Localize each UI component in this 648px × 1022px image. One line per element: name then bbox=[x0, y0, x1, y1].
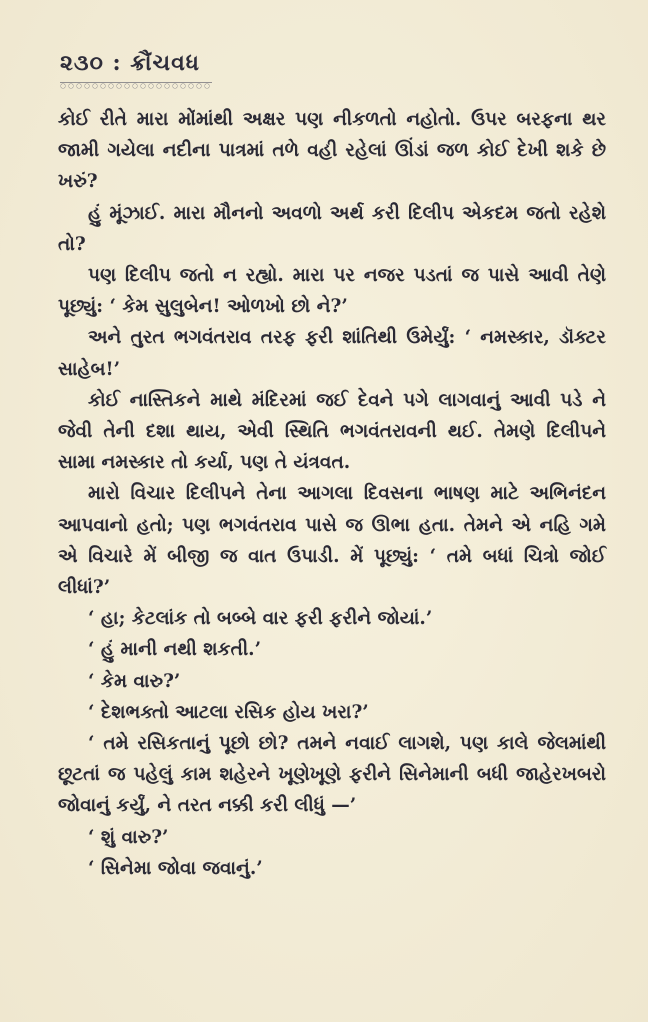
paragraph: હું મૂંઝાઈ. મારા મૌનનો અવળો અર્થ કરી દિલીપ એકદમ જતો રહેશે તો? bbox=[58, 202, 606, 255]
dialogue-line: ‘ સિનેમા જોવા જવાનું.’ bbox=[88, 857, 263, 879]
dialogue-line: ‘ હા; કેટલાંક તો બબ્બે વાર ફરી ફરીને જોયાં.’ bbox=[88, 608, 433, 630]
running-header bbox=[60, 50, 200, 76]
dialogue-line: ‘ હું માની નથી શકતી.’ bbox=[88, 639, 262, 661]
chapter-title: ક્રૌંચવધ bbox=[130, 50, 200, 76]
paragraph: અને તુરત ભગવંતરાવ તરફ ફરી શાંતિથી ઉમેર્યું: ‘ નમસ્કાર, ડૉક્ટર સાહેબ!’ bbox=[58, 327, 606, 380]
paragraph: કોઈ રીતે મારા મોંમાંથી અક્ષર પણ નીકળતો નહોતો. ઉપર બરફના થર જામી ગયેલા નદીના પાત્રમાં તળે વહી રહેલાં ઊંડાં જળ કોઈ દેખી શકે છે ખરું? bbox=[58, 109, 606, 193]
body-text bbox=[58, 104, 606, 884]
dialogue-line: ‘ તમે રસિકતાનું પૂછો છો? તમને નવાઈ લાગશે, પણ કાલે જેલમાંથી છૂટતાં જ પહેલું કામ શહેરને ખૂણેખૂણે ફરીને સિનેમાની બધી જાહેરખબરો જોવાનું કર્યું, ને તરત નક્કી કરી લીધું —’ bbox=[58, 733, 606, 817]
paragraph: મારો વિચાર દિલીપને તેના આગલા દિવસના ભાષણ માટે અભિનંદન આપવાનો હતો; પણ ભગવંતરાવ પાસે જ ઊભા હતા. તેમને એ નહિ ગમે એ વિચારે મેં બીજી જ વાત ઉપાડી. મેં પૂછ્યું: ‘ તમે બધાં ચિત્રો જોઈ લીધાં?’ bbox=[58, 483, 606, 599]
dialogue-line: ‘ કેમ વારુ?’ bbox=[88, 670, 181, 692]
dialogue-line: ‘ દેશભક્તો આટલા રસિક હોય ખરા?’ bbox=[88, 701, 369, 723]
paragraph: પણ દિલીપ જતો ન રહ્યો. મારા પર નજર પડતાં જ પાસે આવી તેણે પૂછ્યું: ‘ કેમ સુલુબેન! ઓળખો છો ને?’ bbox=[58, 265, 606, 318]
page-number: ૨૩૦ bbox=[60, 50, 104, 76]
paragraph: કોઈ નાસ્તિકને માથે મંદિરમાં જઈ દેવને પગે લાગવાનું આવી પડે ને જેવી તેની દશા થાય, એવી સ્થિતિ ભગવંતરાવની થઈ. તેમણે દિલીપને સામા નમસ્કાર તો કર્યા, પણ તે યંત્રવત. bbox=[58, 389, 606, 474]
header-separator: : bbox=[112, 50, 122, 76]
dialogue-line: ‘ શું વારુ?’ bbox=[88, 826, 169, 848]
header-decorative-rule bbox=[60, 82, 212, 89]
